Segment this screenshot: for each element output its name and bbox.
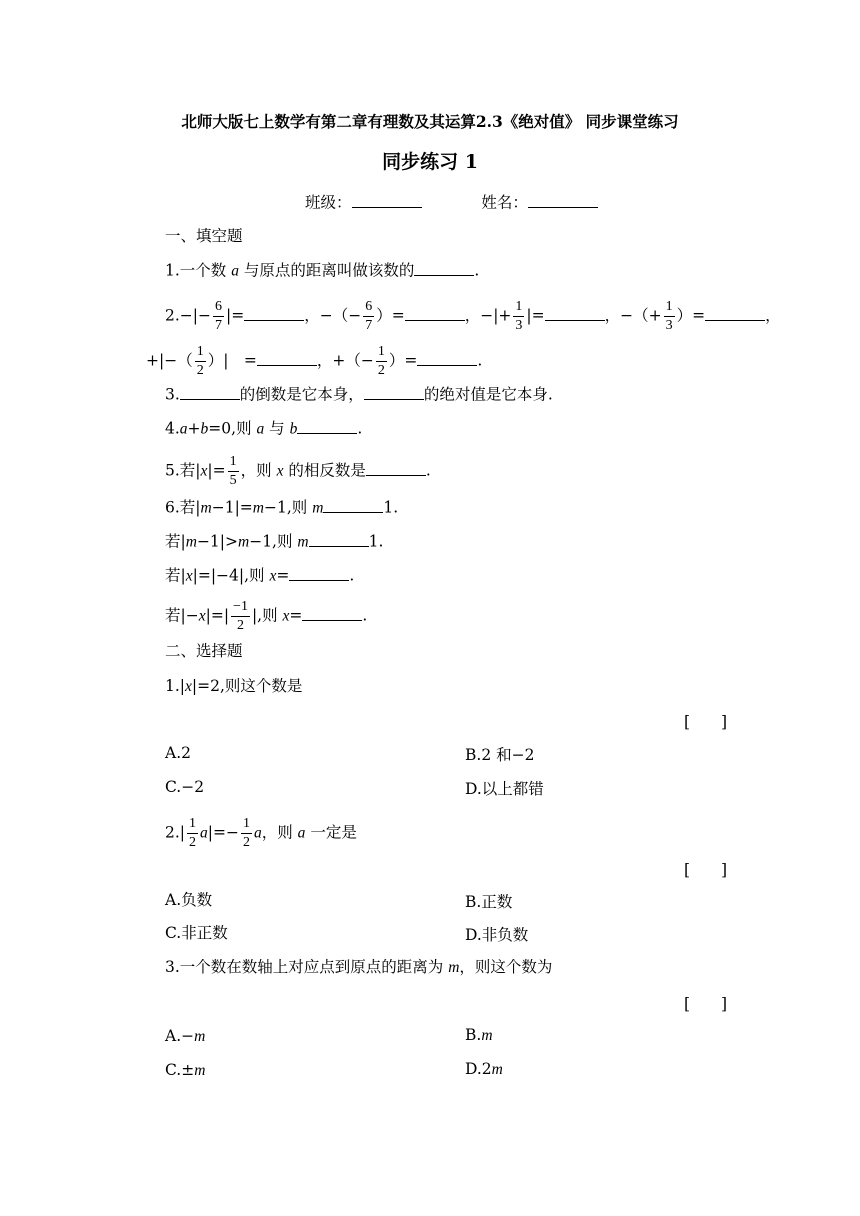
- fill-question-6a: 6.若|m−1|=m−1,则 m 1.: [165, 496, 398, 519]
- answer-blank[interactable]: [244, 304, 304, 321]
- answer-blank[interactable]: [289, 564, 349, 581]
- answer-blank[interactable]: [302, 604, 362, 621]
- section-choice-heading: 二、选择题: [165, 642, 243, 660]
- fill-question-4: 4.a+b=0,则 a 与 b .: [165, 417, 362, 440]
- option-d[interactable]: D.以上都错: [465, 780, 544, 798]
- answer-blank[interactable]: [364, 383, 424, 400]
- choice-question-1: 1.|x|=2,则这个数是: [165, 677, 303, 695]
- fraction: $\frac{6}{7}$: [365, 299, 373, 333]
- option-d[interactable]: D.2m: [465, 1060, 503, 1078]
- name-blank[interactable]: [528, 191, 598, 208]
- answer-blank[interactable]: [417, 349, 477, 366]
- class-blank[interactable]: [352, 191, 422, 208]
- option-a[interactable]: A.2: [165, 744, 191, 762]
- fraction: $\frac{1}{3}$: [665, 299, 673, 333]
- fraction: $\frac{1}{3}$: [515, 299, 523, 333]
- option-c[interactable]: C.±m: [165, 1061, 206, 1079]
- answer-blank[interactable]: [180, 383, 240, 400]
- answer-blank[interactable]: [323, 496, 383, 513]
- answer-bracket[interactable]: [ ]: [684, 995, 728, 1013]
- document-title: 北师大版七上数学有第二章有理数及其运算2.3《绝对值》 同步课堂练习: [181, 112, 679, 131]
- option-a[interactable]: A.负数: [165, 891, 213, 909]
- answer-blank[interactable]: [297, 417, 357, 434]
- fill-question-2-line-1: 2.−|− $\frac{6}{7}$ |= ，−（− $\frac{6}{7}$ ）= ，−|+ $\frac{1}{3}$ |= ，−（+ $\frac{1}{3}$ ）= ，: [165, 299, 781, 333]
- option-b[interactable]: B.m: [465, 1026, 493, 1044]
- fill-question-6c: 若|x|=|−4|,则 x= .: [165, 564, 354, 587]
- fraction: $\frac{1}{2}$: [196, 344, 204, 378]
- student-info-row: [305, 191, 598, 213]
- fraction: $\frac{-1}{2}$: [233, 599, 248, 633]
- fill-question-1: 1.一个数 a 与原点的距离叫做该数的 .: [165, 259, 479, 282]
- fill-question-5: 5.若|x|= $\frac{1}{5}$ ，则 x 的相反数是 .: [165, 454, 431, 488]
- document-subtitle: 同步练习 1: [382, 151, 478, 173]
- fraction: $\frac{6}{7}$: [215, 299, 222, 333]
- fraction: $\frac{1}{2}$: [377, 344, 385, 378]
- answer-blank[interactable]: [257, 349, 317, 366]
- choice-question-2: 2.| $\frac{1}{2}$ a|=− $\frac{1}{2}$ a，则 a 一定是: [165, 816, 357, 850]
- fill-question-3: 3. 的倒数是它本身， 的绝对值是它本身.: [165, 383, 553, 405]
- name-label: 姓名：: [481, 193, 528, 212]
- option-d[interactable]: D.非负数: [465, 926, 529, 944]
- answer-blank[interactable]: [705, 304, 765, 321]
- option-b[interactable]: B.2 和−2: [465, 746, 535, 764]
- answer-blank[interactable]: [414, 259, 474, 276]
- answer-bracket[interactable]: [ ]: [684, 713, 728, 731]
- fraction: $\frac{1}{2}$: [242, 816, 250, 850]
- option-c[interactable]: C.−2: [165, 778, 205, 796]
- fill-question-6b: 若|m−1|>m−1,则 m 1.: [165, 530, 383, 553]
- answer-bracket[interactable]: [ ]: [684, 861, 728, 879]
- option-a[interactable]: A.−m: [165, 1027, 206, 1045]
- class-label: 班级：: [305, 193, 352, 212]
- section-fill-heading: 一、填空题: [165, 227, 243, 245]
- fraction: $\frac{1}{5}$: [229, 454, 237, 488]
- option-b[interactable]: B.正数: [465, 893, 513, 911]
- answer-blank[interactable]: [545, 304, 605, 321]
- answer-blank[interactable]: [309, 530, 369, 547]
- option-c[interactable]: C.非正数: [165, 924, 228, 942]
- fill-question-2-line-2: +|−（ $\frac{1}{2}$ ）| = ，+（− $\frac{1}{2}$ ）= .: [146, 344, 483, 378]
- answer-blank[interactable]: [405, 304, 465, 321]
- fraction: $\frac{1}{2}$: [189, 816, 197, 850]
- fill-question-6d: 若|−x|=| $\frac{-1}{2}$ |,则 x= .: [165, 599, 368, 633]
- choice-question-3: 3.一个数在数轴上对应点到原点的距离为 m，则这个数为: [165, 958, 553, 976]
- answer-blank[interactable]: [366, 459, 426, 476]
